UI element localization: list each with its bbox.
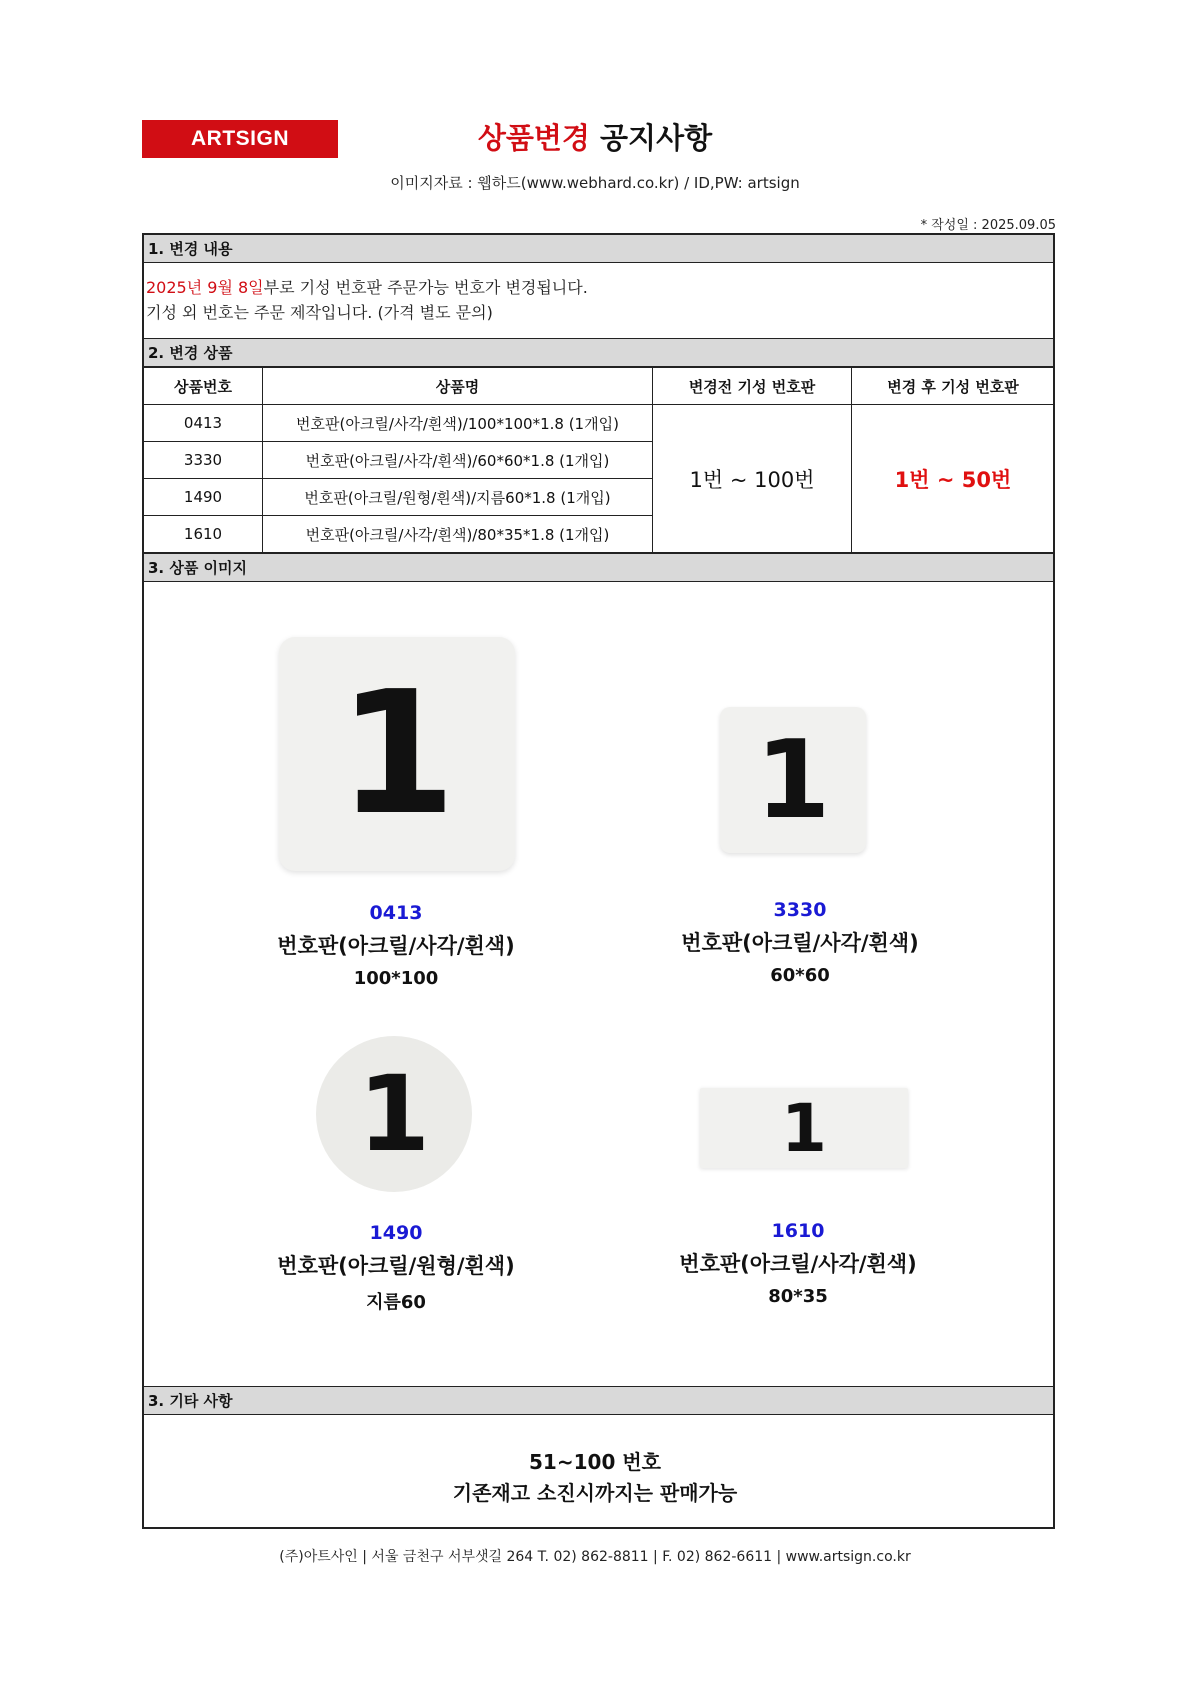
product-code-cell: 0413 bbox=[144, 405, 263, 442]
product-name-cell: 번호판(아크릴/사각/흰색)/60*60*1.8 (1개입) bbox=[263, 442, 653, 479]
product-name: 번호판(아크릴/사각/흰색) bbox=[681, 931, 919, 955]
table-row bbox=[144, 405, 1055, 442]
plate-image-rect-80x35 bbox=[700, 1088, 908, 1168]
product-code: 0413 bbox=[369, 902, 423, 924]
changed-products-table bbox=[143, 367, 1055, 553]
plate-digit: 1 bbox=[357, 1053, 431, 1175]
change-line-2: 기성 외 번호는 주문 제작입니다. (가격 별도 문의) bbox=[146, 303, 493, 322]
product-size: 100*100 bbox=[353, 968, 439, 989]
company-footer: (주)아트사인 | 서울 금천구 서부샛길 264 T. 02) 862-8811 | F. 02) 862-6611 | www.artsign.co.kr bbox=[279, 1549, 911, 1565]
product-size: 60*60 bbox=[770, 965, 830, 986]
plate-digit: 1 bbox=[337, 655, 457, 853]
before-range-cell: 1번 ~ 100번 bbox=[653, 405, 852, 553]
product-name-cell: 번호판(아크릴/사각/흰색)/80*35*1.8 (1개입) bbox=[263, 516, 653, 553]
title-highlight: 상품변경 bbox=[477, 121, 590, 155]
section-other-notes-header: 3. 기타 사항 bbox=[144, 1386, 1053, 1415]
plate-image-square-60 bbox=[720, 707, 866, 853]
product-name: 번호판(아크릴/사각/흰색) bbox=[679, 1252, 917, 1276]
product-code: 1490 bbox=[369, 1222, 423, 1244]
product-card-1610 bbox=[648, 1220, 948, 1307]
column-header: 변경 후 기성 번호판 bbox=[852, 368, 1055, 405]
change-line-1 bbox=[146, 275, 588, 300]
after-range-cell: 1번 ~ 50번 bbox=[852, 405, 1055, 553]
product-code-cell: 3330 bbox=[144, 442, 263, 479]
other-note-line-2: 기존재고 소진시까지는 판매가능 bbox=[452, 1481, 738, 1505]
product-size: 지름60 bbox=[366, 1292, 426, 1313]
section-changed-products-header: 2. 변경 상품 bbox=[144, 338, 1053, 367]
product-code-cell: 1610 bbox=[144, 516, 263, 553]
plate-digit: 1 bbox=[781, 1089, 827, 1167]
column-header: 상품번호 bbox=[144, 368, 263, 405]
product-name-cell: 번호판(아크릴/원형/흰색)/지름60*1.8 (1개입) bbox=[263, 479, 653, 516]
page-title bbox=[0, 116, 1190, 157]
product-card-0413 bbox=[246, 902, 546, 989]
product-size: 80*35 bbox=[768, 1286, 828, 1307]
product-code: 1610 bbox=[771, 1220, 825, 1242]
column-header: 상품명 bbox=[263, 368, 653, 405]
product-card-3330 bbox=[650, 899, 950, 986]
section-change-content-header: 1. 변경 내용 bbox=[144, 234, 1053, 263]
plate-digit: 1 bbox=[755, 717, 831, 843]
column-header: 변경전 기성 번호판 bbox=[653, 368, 852, 405]
product-name: 번호판(아크릴/원형/흰색) bbox=[277, 1254, 515, 1278]
plate-image-square-100 bbox=[279, 637, 515, 871]
image-source-note: 이미지자료 : 웹하드(www.webhard.co.kr) / ID,PW: artsign bbox=[390, 174, 800, 192]
change-description: 부로 기성 번호판 주문가능 번호가 변경됩니다. bbox=[263, 278, 588, 297]
product-code: 3330 bbox=[773, 899, 827, 921]
product-card-1490 bbox=[246, 1222, 546, 1314]
product-name: 번호판(아크릴/사각/흰색) bbox=[277, 934, 515, 958]
other-note-line-1: 51~100 번호 bbox=[529, 1450, 661, 1474]
written-date: * 작성일 : 2025.09.05 bbox=[920, 218, 1056, 233]
artsign-logo: ARTSIGN bbox=[142, 120, 338, 158]
table-header-row bbox=[144, 368, 1055, 405]
section-product-images-header: 3. 상품 이미지 bbox=[144, 553, 1053, 582]
product-code-cell: 1490 bbox=[144, 479, 263, 516]
title-rest: 공지사항 bbox=[600, 121, 713, 155]
plate-image-round-60 bbox=[316, 1036, 472, 1192]
product-name-cell: 번호판(아크릴/사각/흰색)/100*100*1.8 (1개입) bbox=[263, 405, 653, 442]
change-effective-date: 2025년 9월 8일 bbox=[146, 278, 264, 297]
